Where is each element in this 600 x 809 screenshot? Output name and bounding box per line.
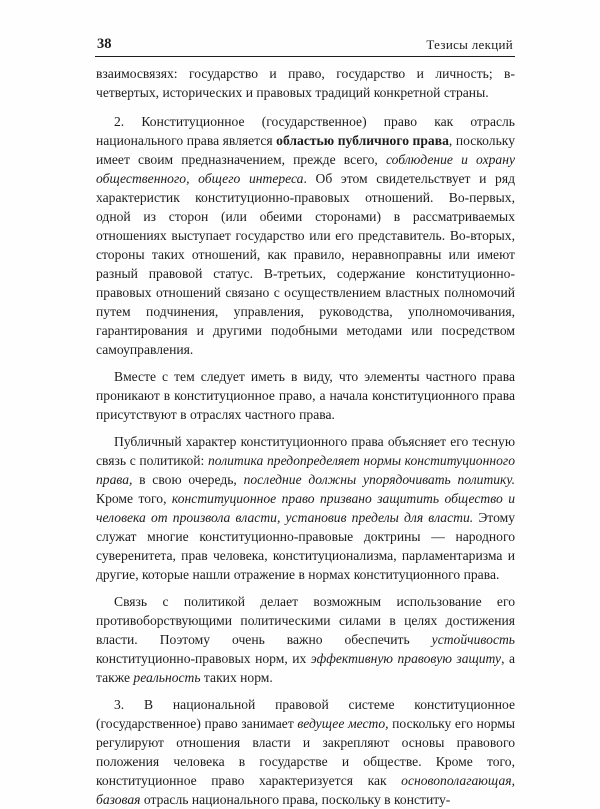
text-run: таких норм.: [200, 670, 273, 685]
text-run: конституционно-правовых норм, их: [96, 651, 311, 666]
italic-phrase: последние должны упорядочивать политику.: [243, 472, 515, 487]
text-run: , поскольку имеет своим предназначением, прежде всего,: [96, 133, 515, 167]
italic-phrase: конституционное право призвано защитить общество и человека от произвола власти, установив пределы для власти.: [96, 491, 515, 525]
body-text: [96, 64, 515, 809]
running-title: Тезисы лекций: [426, 37, 513, 52]
text-run: Публичный характер конституционного права объясняет его тесную связь с политикой:: [96, 434, 515, 468]
italic-phrase: ведущее место: [297, 716, 386, 731]
paragraph-continuation: [96, 64, 515, 102]
text-run: , а также: [96, 651, 515, 685]
text-run: Вместе с тем следует иметь в виду, что элементы частного права проникают в конституционное право, а начала конституционного права присутствуют в отраслях частного права.: [96, 369, 515, 422]
text-run: 2. Конституционное (государственное) право как отрасль национального права является: [96, 114, 515, 148]
text-run: , поскольку его нормы регулируют отношения власти и закрепляют основы правового положения человека в государстве и обществе. Кроме того, конституционное право характеризуется как: [96, 716, 515, 788]
italic-phrase: основополагающая: [401, 773, 512, 788]
bold-term: областью публичного права: [276, 133, 449, 148]
italic-phrase: базовая: [96, 792, 141, 807]
paragraph-4: [96, 432, 515, 584]
text-run: взаимосвязях: государство и право, государство и личность; в-четвертых, исторических и правовых традиций конкретной страны.: [96, 66, 515, 100]
italic-phrase: устойчивость: [431, 632, 515, 647]
paragraph-3: [96, 367, 515, 424]
paragraph-5: [96, 592, 515, 687]
text-run: Этому служат многие конституционно-правовые доктрины — народного суверенитета, прав человека, конституционализма, парламентаризма и другие, которые нашли отражение в нормах конституционного права.: [96, 510, 516, 582]
text-run: . Об этом свидетельствует и ряд характеристик конституционно-правовых отношений. Во-первых, одной из сторон (или обеими сторонами) в рассматриваемых отношениях выступает государство или его представитель. Во-вторых, стороны таких отношений, как правило, неравноправны или имеют разный правовой статус. В-третьих, содержание конституционно-правовых отношений связано с осуществлением властных полномочий путем подчинения, управления, руководства, уполномочивания, гарантирования и другими подобными методами или посредством самоуправления.: [96, 171, 515, 357]
text-run: отрасль национального права, поскольку в конститу-: [140, 792, 451, 807]
italic-phrase: соблюдение и охрану общественного, общего интереса: [96, 152, 515, 186]
italic-phrase: эффективную правовую защиту: [310, 651, 502, 666]
text-run: Кроме того,: [96, 491, 172, 506]
text-run: ,: [511, 773, 515, 788]
text-run: в свою очередь,: [132, 472, 244, 487]
italic-phrase: политика предопределяет нормы конституционного права,: [96, 453, 515, 487]
paragraph-2: [96, 112, 515, 359]
page-number: 38: [97, 36, 112, 52]
text-run: 3. В национальной правовой системе конституционное (государственное) право занимает: [96, 697, 515, 731]
running-header: [95, 36, 515, 57]
paragraph-6: [96, 695, 515, 809]
text-run: Связь с политикой делает возможным использование его противоборствующими политическими силами в целях достижения власти. Поэтому очень важно обеспечить: [96, 594, 515, 647]
italic-phrase: реальность: [133, 670, 201, 685]
